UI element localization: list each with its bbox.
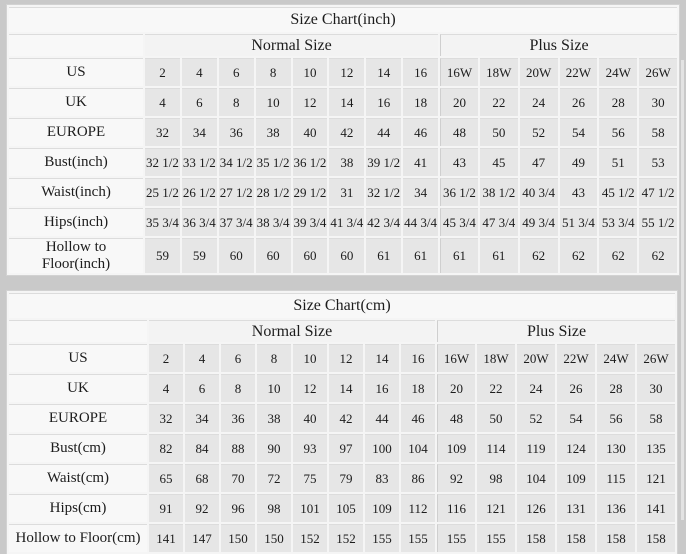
row-label: Hips(cm) — [9, 494, 147, 522]
data-cell: 93 — [293, 434, 327, 462]
data-cell: 116 — [437, 494, 475, 522]
size-chart-cm-section — [7, 291, 679, 554]
data-cell: 86 — [401, 464, 435, 492]
data-cell: 4 — [185, 344, 219, 372]
data-cell: 109 — [437, 434, 475, 462]
data-cell: 44 3/4 — [403, 208, 438, 236]
data-cell: 10 — [256, 88, 291, 116]
data-cell: 52 — [517, 404, 555, 432]
data-cell: 158 — [517, 524, 555, 552]
data-cell: 16W — [440, 58, 478, 86]
data-cell: 55 1/2 — [639, 208, 677, 236]
table-row — [9, 374, 675, 402]
data-cell: 48 — [437, 404, 475, 432]
row-label: Hollow to Floor(cm) — [9, 524, 147, 552]
data-cell: 35 3/4 — [145, 208, 180, 236]
data-cell: 114 — [477, 434, 515, 462]
data-cell: 121 — [477, 494, 515, 522]
data-cell: 14 — [329, 374, 363, 402]
table-row — [9, 344, 675, 372]
row-label: US — [9, 58, 143, 86]
data-cell: 104 — [517, 464, 555, 492]
data-cell: 60 — [293, 238, 328, 273]
data-cell: 2 — [149, 344, 183, 372]
data-cell: 45 1/2 — [599, 178, 637, 206]
data-cell: 61 — [480, 238, 518, 273]
data-cell: 98 — [477, 464, 515, 492]
column-group-header: Normal Size — [145, 34, 438, 56]
data-cell: 135 — [637, 434, 675, 462]
row-label: US — [9, 344, 147, 372]
data-cell: 98 — [257, 494, 291, 522]
data-cell: 68 — [185, 464, 219, 492]
table-title: Size Chart(inch) — [9, 7, 677, 32]
data-cell: 72 — [257, 464, 291, 492]
table-row — [9, 58, 677, 86]
data-cell: 39 3/4 — [293, 208, 328, 236]
data-cell: 38 3/4 — [256, 208, 291, 236]
data-cell: 47 1/2 — [639, 178, 677, 206]
data-cell: 6 — [185, 374, 219, 402]
data-cell: 150 — [257, 524, 291, 552]
data-cell: 43 — [440, 148, 478, 176]
column-group-header: Normal Size — [149, 320, 435, 342]
data-cell: 84 — [185, 434, 219, 462]
data-cell: 28 — [597, 374, 635, 402]
data-cell: 10 — [257, 374, 291, 402]
table-row — [9, 178, 677, 206]
data-cell: 24 — [520, 88, 558, 116]
data-cell: 42 3/4 — [366, 208, 401, 236]
data-cell: 18W — [477, 344, 515, 372]
data-cell: 8 — [256, 58, 291, 86]
data-cell: 26 — [557, 374, 595, 402]
data-cell: 83 — [365, 464, 399, 492]
data-cell: 101 — [293, 494, 327, 522]
row-label: EUROPE — [9, 118, 143, 146]
data-cell: 34 — [182, 118, 217, 146]
data-cell: 16 — [401, 344, 435, 372]
data-cell: 26W — [637, 344, 675, 372]
data-cell: 54 — [560, 118, 598, 146]
data-cell: 61 — [366, 238, 401, 273]
data-cell: 12 — [329, 344, 363, 372]
data-cell: 56 — [599, 118, 637, 146]
data-cell: 41 3/4 — [329, 208, 364, 236]
data-cell: 38 — [329, 148, 364, 176]
data-cell: 38 1/2 — [480, 178, 518, 206]
row-label: UK — [9, 88, 143, 116]
data-cell: 155 — [437, 524, 475, 552]
data-cell: 36 3/4 — [182, 208, 217, 236]
data-cell: 36 1/2 — [293, 148, 328, 176]
data-cell: 119 — [517, 434, 555, 462]
data-cell: 59 — [182, 238, 217, 273]
data-cell: 62 — [560, 238, 598, 273]
data-cell: 60 — [219, 238, 254, 273]
data-cell: 4 — [145, 88, 180, 116]
data-cell: 51 3/4 — [560, 208, 598, 236]
data-cell: 88 — [221, 434, 255, 462]
data-cell: 26 — [560, 88, 598, 116]
data-cell: 61 — [440, 238, 478, 273]
data-cell: 62 — [599, 238, 637, 273]
data-cell: 10 — [293, 58, 328, 86]
data-cell: 90 — [257, 434, 291, 462]
data-cell: 42 — [329, 404, 363, 432]
data-cell: 22 — [480, 88, 518, 116]
data-cell: 40 3/4 — [520, 178, 558, 206]
row-label: Hollow to Floor(inch) — [9, 238, 143, 273]
data-cell: 42 — [329, 118, 364, 146]
data-cell: 60 — [256, 238, 291, 273]
table-row — [9, 208, 677, 236]
table-row — [9, 118, 677, 146]
data-cell: 96 — [221, 494, 255, 522]
table-row — [9, 404, 675, 432]
data-cell: 26W — [639, 58, 677, 86]
data-cell: 22W — [560, 58, 598, 86]
size-chart-inch-table — [7, 5, 679, 275]
data-cell: 6 — [219, 58, 254, 86]
data-cell: 58 — [637, 404, 675, 432]
data-cell: 45 — [480, 148, 518, 176]
data-cell: 35 1/2 — [256, 148, 291, 176]
data-cell: 14 — [365, 344, 399, 372]
row-label: Bust(cm) — [9, 434, 147, 462]
data-cell: 61 — [403, 238, 438, 273]
data-cell: 79 — [329, 464, 363, 492]
data-cell: 50 — [480, 118, 518, 146]
data-cell: 34 — [403, 178, 438, 206]
data-cell: 16W — [437, 344, 475, 372]
size-chart-inch-section — [7, 5, 679, 275]
data-cell: 24 — [517, 374, 555, 402]
data-cell: 8 — [257, 344, 291, 372]
data-cell: 34 — [185, 404, 219, 432]
data-cell: 43 — [560, 178, 598, 206]
data-cell: 49 — [560, 148, 598, 176]
table-row — [9, 494, 675, 522]
data-cell: 20W — [520, 58, 558, 86]
data-cell: 16 — [403, 58, 438, 86]
data-cell: 2 — [145, 58, 180, 86]
data-cell: 65 — [149, 464, 183, 492]
table-row — [9, 464, 675, 492]
data-cell: 36 — [219, 118, 254, 146]
data-cell: 41 — [403, 148, 438, 176]
row-label: Bust(inch) — [9, 148, 143, 176]
data-cell: 38 — [256, 118, 291, 146]
data-cell: 130 — [597, 434, 635, 462]
data-cell: 27 1/2 — [219, 178, 254, 206]
data-cell: 8 — [221, 374, 255, 402]
data-cell: 158 — [637, 524, 675, 552]
data-cell: 100 — [365, 434, 399, 462]
data-cell: 31 — [329, 178, 364, 206]
page-right-edge-strip — [681, 60, 684, 520]
row-label: Waist(cm) — [9, 464, 147, 492]
corner-cell — [9, 320, 147, 342]
data-cell: 39 1/2 — [366, 148, 401, 176]
data-cell: 62 — [639, 238, 677, 273]
data-cell: 47 3/4 — [480, 208, 518, 236]
table-row — [9, 148, 677, 176]
data-cell: 136 — [597, 494, 635, 522]
data-cell: 75 — [293, 464, 327, 492]
row-label: Hips(inch) — [9, 208, 143, 236]
data-cell: 14 — [366, 58, 401, 86]
data-cell: 6 — [221, 344, 255, 372]
data-cell: 54 — [557, 404, 595, 432]
data-cell: 53 — [639, 148, 677, 176]
data-cell: 51 — [599, 148, 637, 176]
data-cell: 40 — [293, 404, 327, 432]
data-cell: 91 — [149, 494, 183, 522]
data-cell: 92 — [185, 494, 219, 522]
data-cell: 92 — [437, 464, 475, 492]
data-cell: 46 — [401, 404, 435, 432]
data-cell: 20W — [517, 344, 555, 372]
data-cell: 38 — [257, 404, 291, 432]
data-cell: 28 1/2 — [256, 178, 291, 206]
data-cell: 34 1/2 — [219, 148, 254, 176]
data-cell: 158 — [597, 524, 635, 552]
table-row — [9, 238, 677, 273]
data-cell: 62 — [520, 238, 558, 273]
data-cell: 37 3/4 — [219, 208, 254, 236]
table-row — [9, 434, 675, 462]
data-cell: 32 — [145, 118, 180, 146]
data-cell: 70 — [221, 464, 255, 492]
data-cell: 158 — [557, 524, 595, 552]
data-cell: 8 — [219, 88, 254, 116]
data-cell: 60 — [329, 238, 364, 273]
data-cell: 47 — [520, 148, 558, 176]
data-cell: 14 — [329, 88, 364, 116]
data-cell: 22 — [477, 374, 515, 402]
data-cell: 32 1/2 — [145, 148, 180, 176]
row-label: UK — [9, 374, 147, 402]
data-cell: 4 — [149, 374, 183, 402]
row-label: Waist(inch) — [9, 178, 143, 206]
data-cell: 29 1/2 — [293, 178, 328, 206]
data-cell: 109 — [365, 494, 399, 522]
column-group-header: Plus Size — [437, 320, 675, 342]
size-chart-cm-table — [7, 291, 677, 554]
data-cell: 28 — [599, 88, 637, 116]
column-group-header: Plus Size — [440, 34, 677, 56]
data-cell: 30 — [639, 88, 677, 116]
data-cell: 20 — [440, 88, 478, 116]
data-cell: 112 — [401, 494, 435, 522]
data-cell: 32 — [149, 404, 183, 432]
data-cell: 24W — [597, 344, 635, 372]
data-cell: 40 — [293, 118, 328, 146]
row-label: EUROPE — [9, 404, 147, 432]
data-cell: 32 1/2 — [366, 178, 401, 206]
data-cell: 36 — [221, 404, 255, 432]
data-cell: 147 — [185, 524, 219, 552]
data-cell: 25 1/2 — [145, 178, 180, 206]
data-cell: 6 — [182, 88, 217, 116]
data-cell: 53 3/4 — [599, 208, 637, 236]
data-cell: 56 — [597, 404, 635, 432]
data-cell: 16 — [366, 88, 401, 116]
data-cell: 115 — [597, 464, 635, 492]
data-cell: 152 — [293, 524, 327, 552]
table-row — [9, 524, 675, 552]
data-cell: 44 — [365, 404, 399, 432]
data-cell: 124 — [557, 434, 595, 462]
data-cell: 20 — [437, 374, 475, 402]
data-cell: 36 1/2 — [440, 178, 478, 206]
data-cell: 22W — [557, 344, 595, 372]
data-cell: 152 — [329, 524, 363, 552]
data-cell: 30 — [637, 374, 675, 402]
data-cell: 131 — [557, 494, 595, 522]
data-cell: 50 — [477, 404, 515, 432]
data-cell: 155 — [365, 524, 399, 552]
data-cell: 26 1/2 — [182, 178, 217, 206]
data-cell: 126 — [517, 494, 555, 522]
data-cell: 59 — [145, 238, 180, 273]
data-cell: 141 — [637, 494, 675, 522]
table-title: Size Chart(cm) — [9, 293, 675, 318]
data-cell: 24W — [599, 58, 637, 86]
data-cell: 105 — [329, 494, 363, 522]
data-cell: 12 — [329, 58, 364, 86]
data-cell: 97 — [329, 434, 363, 462]
data-cell: 52 — [520, 118, 558, 146]
data-cell: 109 — [557, 464, 595, 492]
data-cell: 10 — [293, 344, 327, 372]
data-cell: 44 — [366, 118, 401, 146]
data-cell: 49 3/4 — [520, 208, 558, 236]
data-cell: 33 1/2 — [182, 148, 217, 176]
data-cell: 4 — [182, 58, 217, 86]
data-cell: 16 — [365, 374, 399, 402]
data-cell: 58 — [639, 118, 677, 146]
data-cell: 155 — [477, 524, 515, 552]
data-cell: 150 — [221, 524, 255, 552]
data-cell: 12 — [293, 88, 328, 116]
data-cell: 18 — [401, 374, 435, 402]
data-cell: 12 — [293, 374, 327, 402]
data-cell: 18W — [480, 58, 518, 86]
corner-cell — [9, 34, 143, 56]
column-group-row — [9, 34, 677, 56]
table-row — [9, 88, 677, 116]
data-cell: 45 3/4 — [440, 208, 478, 236]
data-cell: 48 — [440, 118, 478, 146]
data-cell: 104 — [401, 434, 435, 462]
column-group-row — [9, 320, 675, 342]
data-cell: 18 — [403, 88, 438, 116]
data-cell: 46 — [403, 118, 438, 146]
data-cell: 82 — [149, 434, 183, 462]
data-cell: 141 — [149, 524, 183, 552]
data-cell: 155 — [401, 524, 435, 552]
data-cell: 121 — [637, 464, 675, 492]
